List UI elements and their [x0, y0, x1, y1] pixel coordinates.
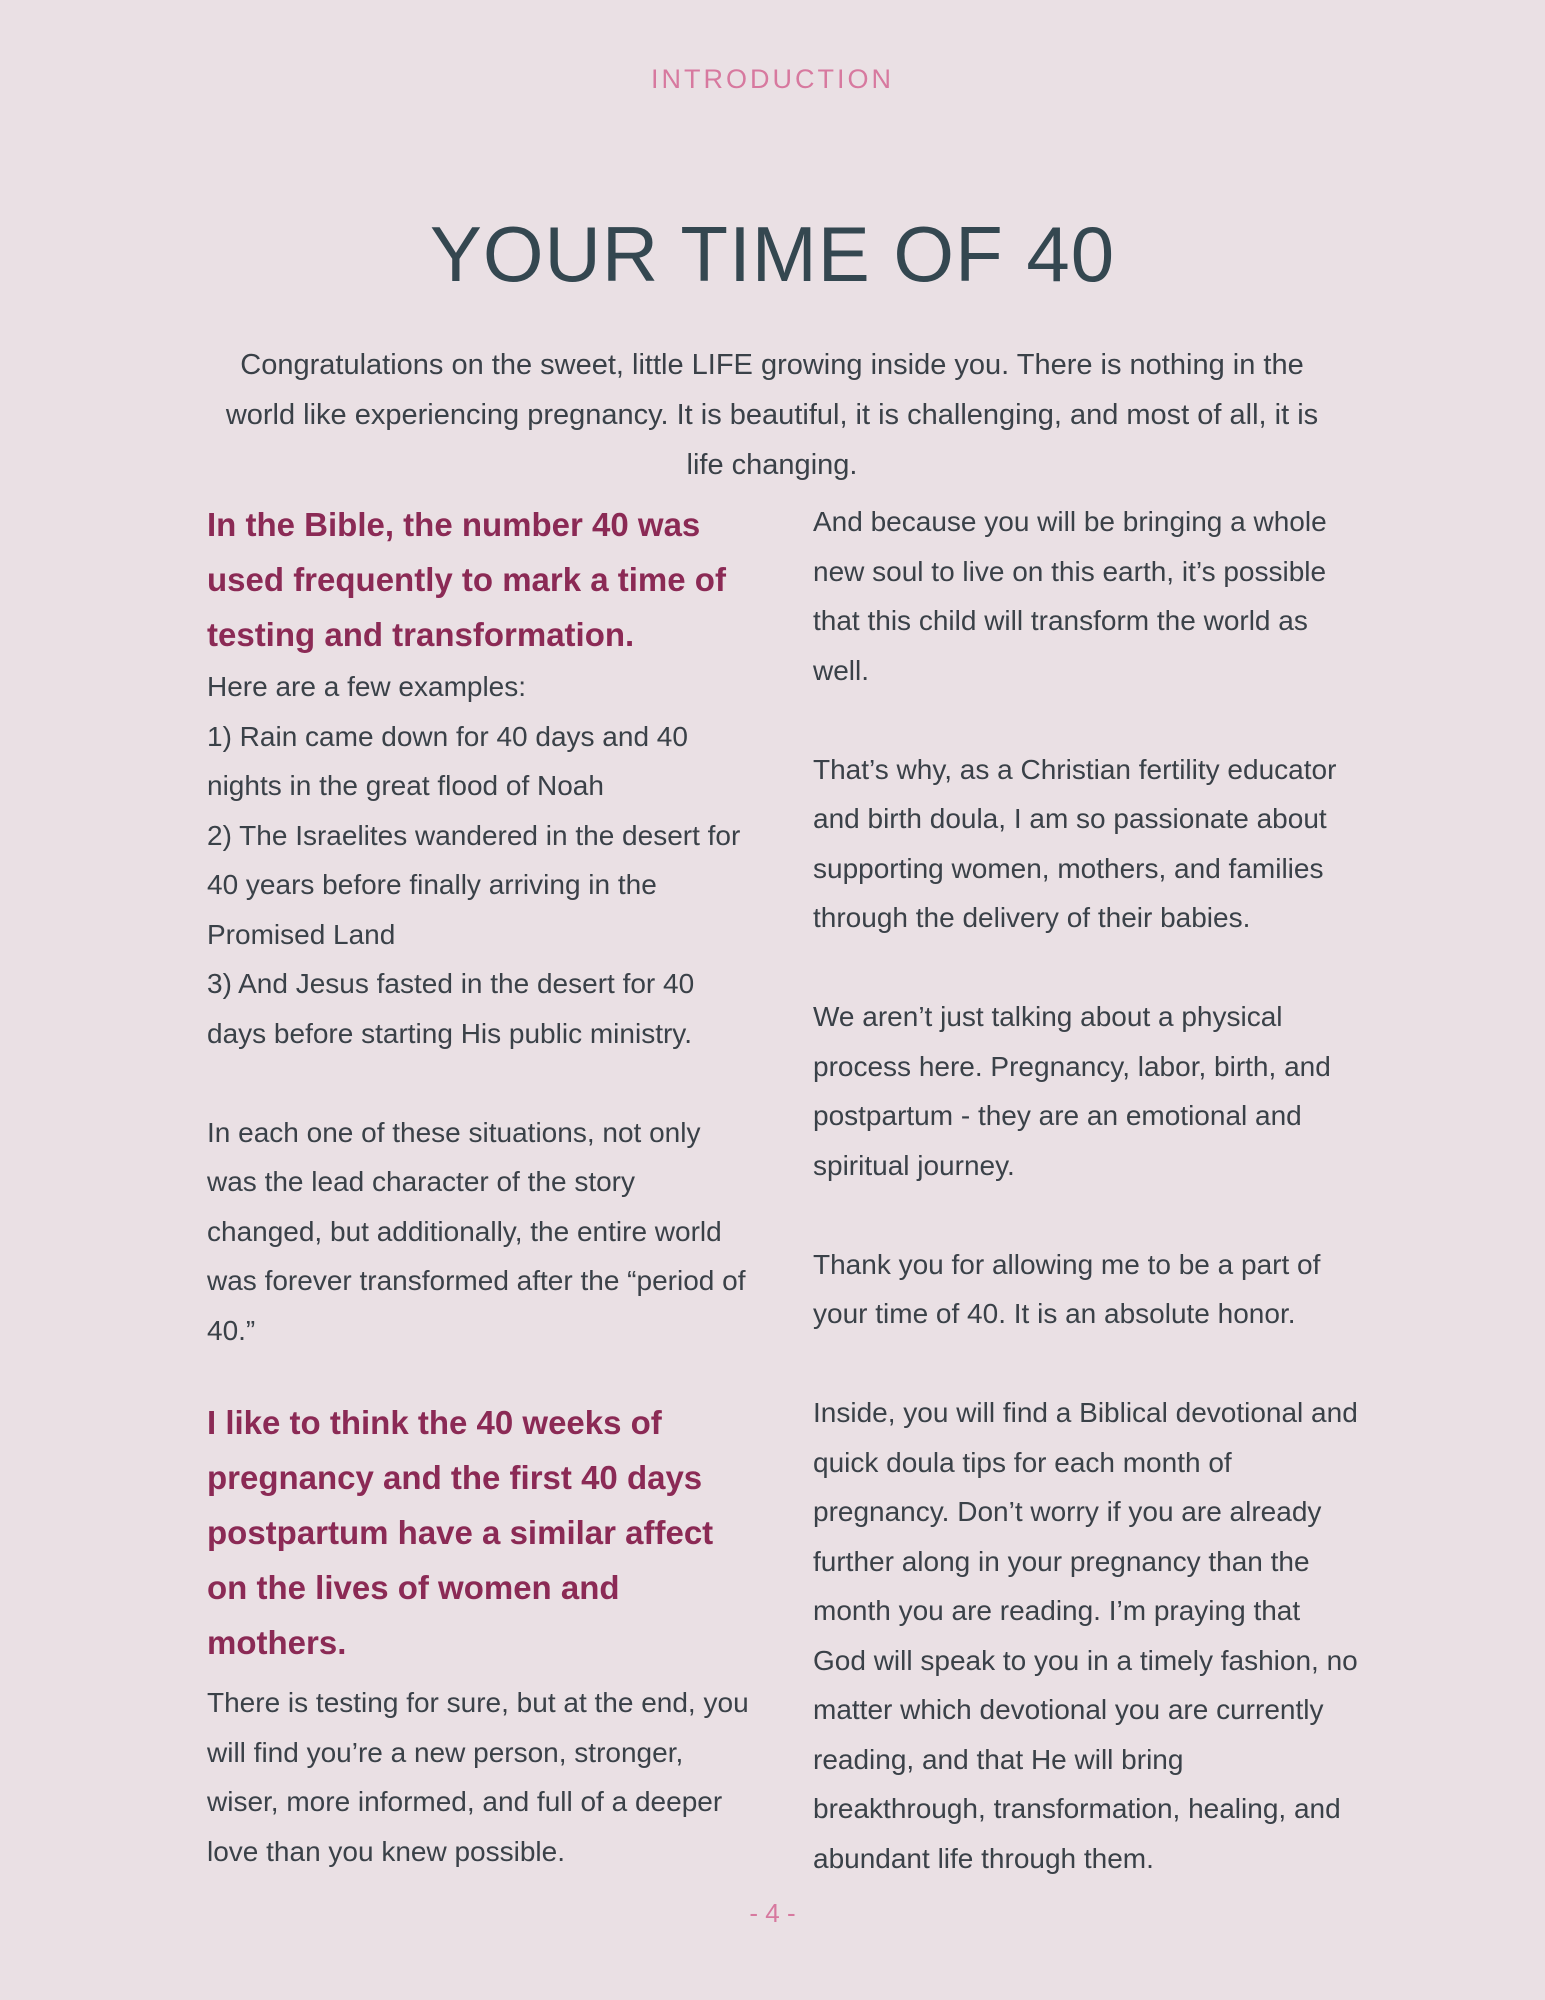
paragraph-educator: That’s why, as a Christian fertility educator and birth doula, I am so passionate about supporting women, mothers, and families through the delivery of their babies. [813, 753, 1337, 933]
page-number: - 4 - [749, 1898, 796, 1928]
paragraph-new-soul: And because you will be bringing a whole new soul to live on this earth, it’s possible that this child will transform the world as well. [813, 506, 1327, 686]
examples-intro: Here are a few examples: [207, 671, 527, 702]
example-item-israelites: 2) The Israelites wandered in the desert for 40 years before finally arriving in the Promised Land [207, 819, 741, 950]
example-item-noah: 1) Rain came down for 40 days and 40 nights in the great flood of Noah [207, 720, 688, 801]
spacer [813, 943, 1358, 993]
example-item-jesus: 3) And Jesus fasted in the desert for 40 days before starting His public ministry. [207, 968, 695, 1049]
highlight-quote-bible: In the Bible, the number 40 was used frequently to mark a time of testing and transformation. [207, 506, 726, 653]
spacer [813, 695, 1358, 745]
highlight-quote-weeks: I like to think the 40 weeks of pregnancy and the first 40 days postpartum have a similar affect on the lives of women and mothers. [207, 1404, 714, 1661]
paragraph-situations: In each one of these situations, not only was the lead character of the story changed, but additionally, the entire world was forever transformed after the “period of 40.” [207, 1116, 746, 1346]
spacer [207, 1058, 752, 1108]
page-title: YOUR TIME OF 40 [429, 210, 1116, 298]
paragraph-thank-you: Thank you for allowing me to be a part of your time of 40. It is an absolute honor. [813, 1248, 1321, 1329]
right-column [813, 497, 1358, 1883]
paragraph-testing: There is testing for sure, but at the end, you will find you’re a new person, stronger, wiser, more informed, and full of a deeper love than you knew possible. [207, 1687, 749, 1867]
left-column [207, 497, 752, 1876]
section-label: INTRODUCTION [651, 64, 894, 94]
intro-paragraph: Congratulations on the sweet, little LIFE growing inside you. There is nothing in the world like experiencing pregnancy. It is beautiful, it is challenging, and most of all, it is life changing. [225, 349, 1319, 481]
paragraph-journey: We aren’t just talking about a physical process here. Pregnancy, labor, birth, and postpartum - they are an emotional and spiritual journey. [813, 1001, 1331, 1181]
spacer [813, 1190, 1358, 1240]
spacer [813, 1339, 1358, 1389]
paragraph-devotional: Inside, you will find a Biblical devotional and quick doula tips for each month of pregnancy. Don’t worry if you are already further along in your pregnancy than the month you are reading. I’m praying that God will speak to you in a timely fashion, no matter which devotional you are currently reading, and that He will bring breakthrough, transformation, healing, and abundant life through them. [813, 1397, 1358, 1874]
